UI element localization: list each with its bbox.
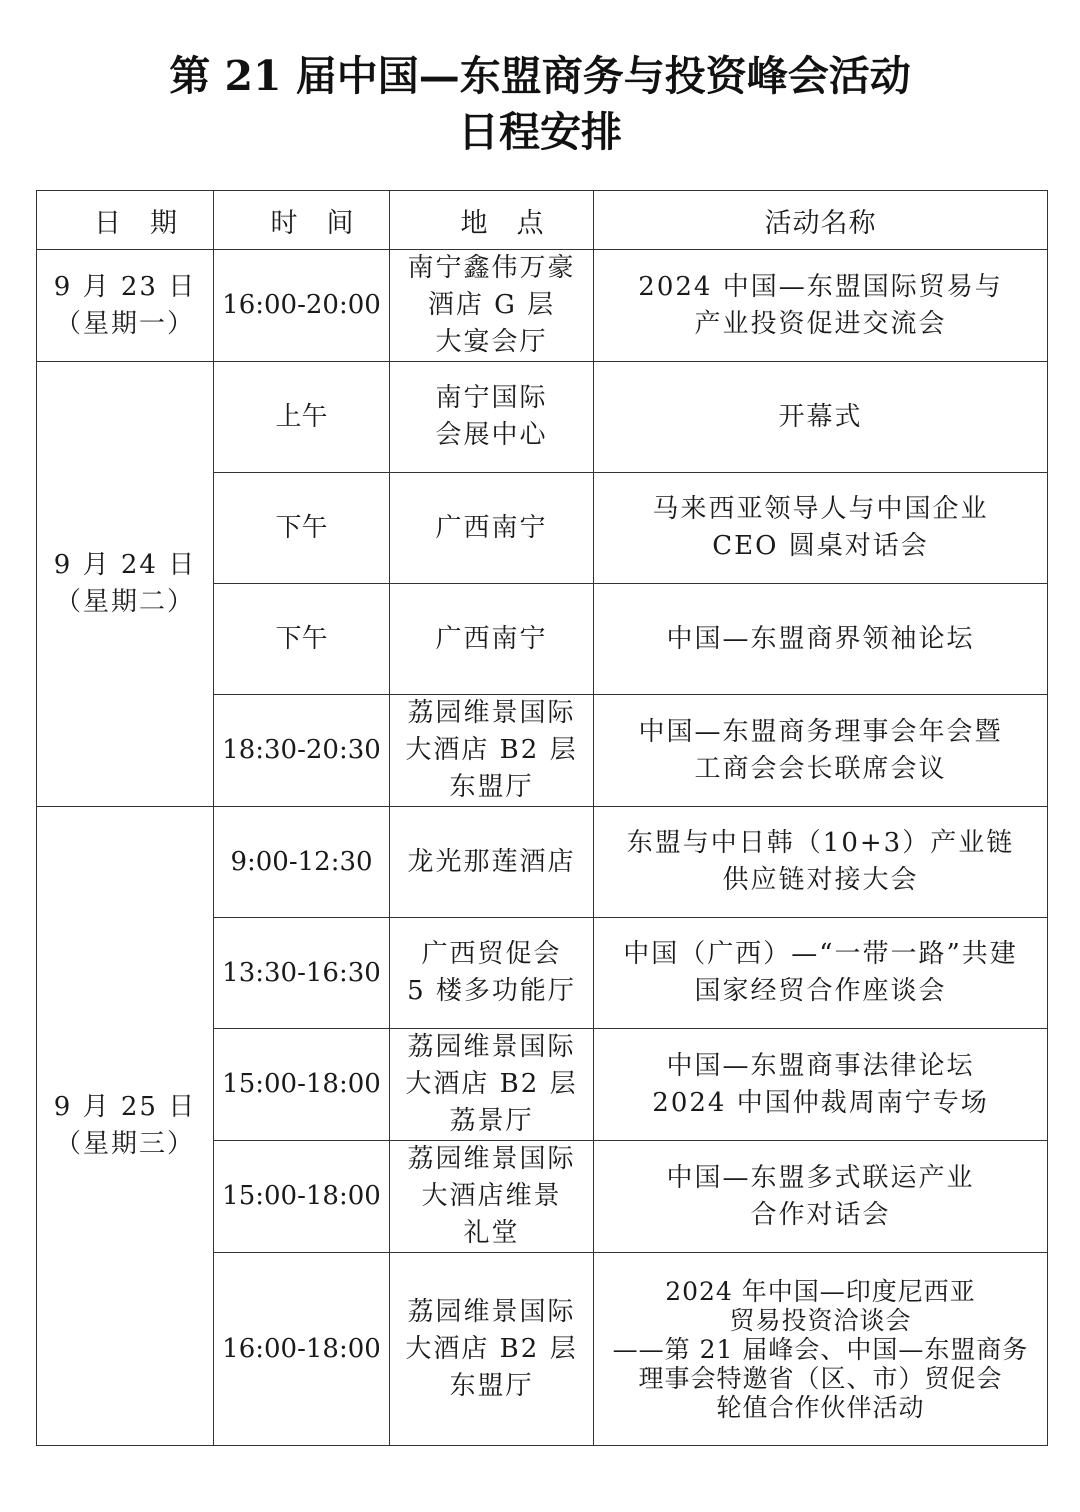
activity-cell: [594, 584, 1048, 695]
schedule-table: [36, 190, 1048, 1446]
location-line: 荔园维景国际: [407, 1144, 576, 1174]
time-cell: 16:00-18:00: [214, 1253, 390, 1446]
activity-line: 供应链对接大会: [722, 865, 919, 895]
activity-line: 中国—东盟多式联运产业: [666, 1162, 975, 1193]
header-time: 时 间: [214, 191, 390, 250]
location-line: 大酒店 B2 层: [405, 1333, 578, 1364]
location-line: 南宁国际: [435, 383, 548, 413]
table-header-row: [37, 191, 1048, 250]
date-text: 9 月 24 日: [53, 550, 197, 580]
activity-line: 工商会会长联席会议: [694, 753, 947, 784]
location-line: 荔园维景国际: [407, 1296, 576, 1327]
activity-line: 中国—东盟商事法律论坛: [666, 1050, 975, 1081]
time-cell: 13:30-16:30: [214, 918, 390, 1029]
activity-cell: [594, 473, 1048, 584]
header-location: 地 点: [390, 191, 594, 250]
activity-line: 开幕式: [778, 401, 863, 432]
location-cell: [390, 1253, 594, 1446]
date-cell: [37, 807, 214, 1446]
activity-cell: [594, 695, 1048, 807]
location-line: 荔园维景国际: [407, 698, 576, 728]
time-cell: 18:30-20:30: [214, 695, 390, 807]
time-cell: 下午: [214, 584, 390, 695]
date-cell: [37, 250, 214, 362]
location-line: 荔园维景国际: [407, 1032, 576, 1062]
activity-line: 中国—东盟商务理事会年会暨: [638, 716, 1003, 747]
activity-line: ——第 21 届峰会、中国—东盟商务: [612, 1334, 1029, 1364]
table-row: [37, 362, 1048, 473]
weekday-text: （星期三）: [54, 1129, 195, 1159]
activity-line: 理事会特邀省（区、市）贸促会: [638, 1363, 1003, 1393]
date-text: 9 月 25 日: [53, 1092, 197, 1122]
header-date: 日 期: [37, 191, 214, 250]
activity-cell: [594, 1029, 1048, 1141]
location-line: 会展中心: [435, 420, 548, 450]
weekday-text: （星期二）: [54, 587, 195, 617]
table-row: [37, 807, 1048, 918]
location-line: 东盟厅: [449, 1370, 534, 1401]
location-line: 酒店 G 层: [427, 290, 556, 320]
location-cell: [390, 918, 594, 1029]
activity-cell: [594, 918, 1048, 1029]
page-subtitle: 日程安排: [458, 108, 622, 156]
location-line: 大酒店 B2 层: [405, 1069, 578, 1099]
location-cell: [390, 473, 594, 584]
location-cell: [390, 807, 594, 918]
location-line: 大酒店维景: [421, 1181, 562, 1211]
activity-cell: [594, 362, 1048, 473]
location-line: 荔景厅: [449, 1106, 534, 1136]
location-line: 5 楼多功能厅: [407, 976, 576, 1006]
location-cell: [390, 362, 594, 473]
location-line: 广西南宁: [435, 623, 548, 654]
location-line: 大宴会厅: [435, 327, 548, 357]
activity-line: 2024 中国仲裁周南宁专场: [652, 1087, 989, 1118]
activity-line: 国家经贸合作座谈会: [694, 976, 947, 1006]
activity-line: 中国（广西）—“一带一路”共建: [623, 939, 1018, 969]
location-line: 广西贸促会: [421, 939, 562, 969]
time-cell: 上午: [214, 362, 390, 473]
time-cell: 9:00-12:30: [214, 807, 390, 918]
location-cell: [390, 695, 594, 807]
activity-line: 产业投资促进交流会: [694, 308, 947, 339]
activity-line: CEO 圆桌对话会: [712, 531, 929, 561]
activity-cell: [594, 1141, 1048, 1253]
activity-cell: [594, 807, 1048, 918]
time-cell: 下午: [214, 473, 390, 584]
schedule-body: [37, 250, 1048, 1446]
location-line: 大酒店 B2 层: [405, 735, 578, 765]
activity-line: 合作对话会: [750, 1199, 891, 1230]
activity-cell: [594, 1253, 1048, 1446]
location-line: 广西南宁: [435, 512, 548, 543]
weekday-text: （星期一）: [54, 308, 195, 339]
activity-line: 2024 中国—东盟国际贸易与: [638, 271, 1003, 302]
time-cell: 16:00-20:00: [214, 250, 390, 362]
time-cell: 15:00-18:00: [214, 1141, 390, 1253]
activity-cell: [594, 250, 1048, 362]
time-cell: 15:00-18:00: [214, 1029, 390, 1141]
location-line: 龙光那莲酒店: [407, 846, 576, 877]
location-line: 南宁鑫伟万豪: [407, 253, 576, 283]
page-title: 第 21 届中国—东盟商务与投资峰会活动: [169, 52, 911, 100]
activity-line: 中国—东盟商界领袖论坛: [666, 623, 975, 654]
activity-line: 贸易投资洽谈会: [729, 1305, 912, 1335]
location-line: 东盟厅: [449, 772, 534, 802]
location-line: 礼堂: [463, 1218, 520, 1248]
location-cell: [390, 584, 594, 695]
activity-line: 马来西亚领导人与中国企业: [652, 494, 989, 524]
header-activity: 活动名称: [594, 191, 1048, 250]
table-row: [37, 250, 1048, 362]
activity-line: 轮值合作伙伴活动: [716, 1392, 925, 1422]
location-cell: [390, 1141, 594, 1253]
date-text: 9 月 23 日: [53, 271, 197, 302]
location-cell: [390, 1029, 594, 1141]
location-cell: [390, 250, 594, 362]
activity-line: 东盟与中日韩（10+3）产业链: [626, 828, 1015, 858]
activity-line: 2024 年中国—印度尼西亚: [665, 1276, 976, 1306]
date-cell: [37, 362, 214, 807]
